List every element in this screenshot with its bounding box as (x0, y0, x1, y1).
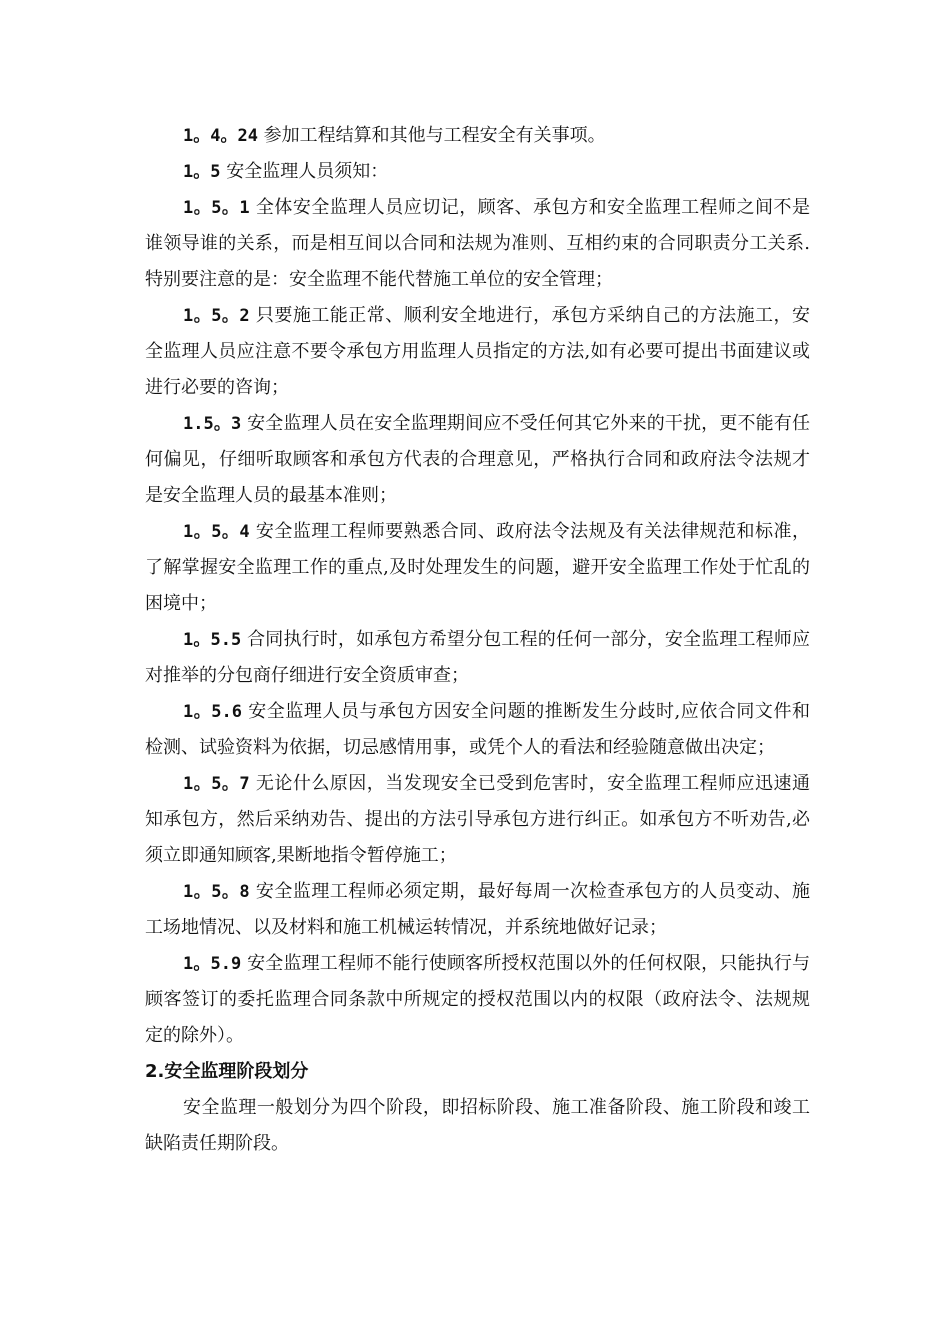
paragraph-1-4-24 (145, 118, 810, 154)
clause-text: 安全监理人员须知： (220, 161, 389, 182)
paragraph-1-5-9 (145, 946, 810, 1054)
paragraph-1-5-7 (145, 766, 810, 874)
clause-text: 只要施工能正常、顺利安全地进行，承包方采纳自己的方法施工，安全监理人员应注意不要令承包方用监理人员指定的方法,如有必要可提出书面建议或进行必要的咨询； (145, 305, 810, 398)
clause-text: 全体安全监理人员应切记，顾客、承包方和安全监理工程师之间不是谁领导谁的关系，而是相互间以合同和法规为准则、互相约束的合同职责分工关系.特别要注意的是：安全监理不能代替施工单位的安全管理； (145, 197, 810, 290)
paragraph-1-5-1 (145, 190, 810, 298)
clause-number: 1。5。4 (183, 522, 250, 542)
clause-number: 1。4。24 (183, 126, 258, 146)
clause-text: 合同执行时，如承包方希望分包工程的任何一部分，安全监理工程师应对推举的分包商仔细进行安全资质审查； (145, 629, 810, 686)
clause-number: 1.5。3 (183, 414, 242, 434)
paragraph-1-5 (145, 154, 810, 190)
clause-number: 1。5。1 (183, 198, 250, 218)
paragraph-1-5-8 (145, 874, 810, 946)
paragraph-1-5-3 (145, 406, 810, 514)
clause-number: 1。5.9 (183, 954, 242, 974)
clause-number: 1。5。2 (183, 306, 250, 326)
section-heading: 2.安全监理阶段划分 (145, 1061, 309, 1082)
clause-text: 安全监理工程师要熟悉合同、政府法令法规及有关法律规范和标准，了解掌握安全监理工作的重点,及时处理发生的问题，避开安全监理工作处于忙乱的困境中； (145, 521, 810, 614)
paragraph-1-5-4 (145, 514, 810, 622)
clause-number: 1。5。7 (183, 774, 250, 794)
clause-text: 无论什么原因，当发现安全已受到危害时，安全监理工程师应迅速通知承包方，然后采纳劝告、提出的方法引导承包方进行纠正。如承包方不听劝告,必须立即通知顾客,果断地指令暂停施工； (145, 773, 810, 866)
clause-text: 安全监理人员与承包方因安全问题的推断发生分歧时,应依合同文件和检测、试验资料为依据，切忌感情用事，或凭个人的看法和经验随意做出决定； (145, 701, 810, 758)
clause-text: 参加工程结算和其他与工程安全有关事项。 (257, 125, 606, 146)
closing-paragraph: 安全监理一般划分为四个阶段，即招标阶段、施工准备阶段、施工阶段和竣工缺陷责任期阶段。 (145, 1097, 810, 1154)
paragraph-1-5-6 (145, 694, 810, 766)
clause-text: 安全监理人员在安全监理期间应不受任何其它外来的干扰，更不能有任何偏见，仔细听取顾客和承包方代表的合理意见，严格执行合同和政府法令法规才是安全监理人员的最基本准则； (145, 413, 810, 506)
paragraph-1-5-5 (145, 622, 810, 694)
clause-text: 安全监理工程师必须定期，最好每周一次检查承包方的人员变动、施工场地情况、以及材料和施工机械运转情况，并系统地做好记录； (145, 881, 810, 938)
clause-number: 1。5.5 (183, 630, 242, 650)
clause-number: 1。5。8 (183, 882, 250, 902)
paragraph-1-5-2 (145, 298, 810, 406)
clause-number: 1。5.6 (183, 702, 243, 722)
clause-text: 安全监理工程师不能行使顾客所授权范围以外的任何权限，只能执行与顾客签订的委托监理合同条款中所规定的授权范围以内的权限（政府法令、法规规定的除外）。 (145, 953, 810, 1046)
clause-number: 1。5 (183, 162, 221, 182)
document-body (145, 118, 810, 1162)
